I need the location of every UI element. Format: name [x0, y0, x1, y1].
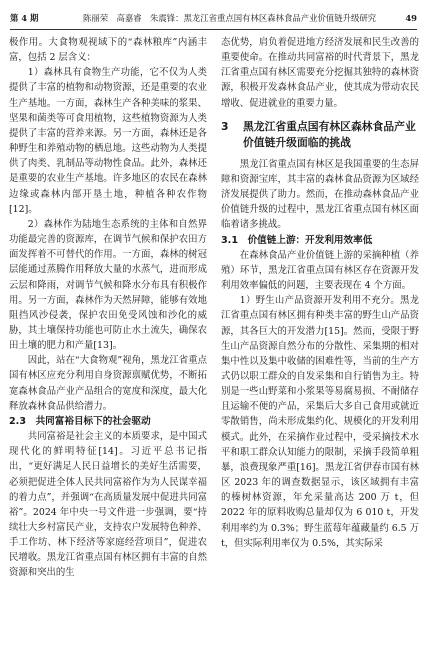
running-header — [10, 10, 417, 26]
body-paragraph: 态优势，肩负着促进地方经济发展和民生改善的重要使命。在推动共同富裕的时代背景下，黑龙江省重点国有林区需要充分挖掘其独特的森林资源，积极开发森林食品产业，使其成为带动农民增收、促进就业的重要力量。 — [221, 37, 419, 109]
section-number: 3 — [221, 119, 229, 133]
running-title: 陈丽荣 高嘉睿 朱震锋：黑龙江省重点国有林区森林食品产业价值链升级研究 — [83, 13, 377, 23]
left-column — [9, 35, 207, 581]
issue-label: 第 4 期 — [10, 13, 39, 23]
page-number: 49 — [405, 13, 417, 23]
subsection-heading: 2.3 共同富裕目标下的社会驱动 — [9, 415, 151, 427]
body-paragraph: 共同富裕是社会主义的本质要求，是中国式现代化的鲜明特征[14]。习近平总书记指出，“更好满足人民日益增长的美好生活需要，必须把促进全体人民共同富裕作为为人民谋幸福的着力点”，并强调“在高质量发展中促进共同富裕”。2024 年中央一号文件进一步强调，要“持续壮大乡村富民产业，支持农户发展特色种养、手工作坊、林下经济等家庭经营项目”，促进农民增收。黑龙江省重点国有林区拥有丰富的自然资源和突出的生 — [9, 431, 207, 579]
body-paragraph: 黑龙江省重点国有林区是我国重要的生态屏障和资源宝库，其丰富的森林食品资源为区域经济发展提供了助力。然而，在推动森林食品产业价值链升级的过程中，黑龙江省重点国有林区面临着诸多挑战。 — [221, 158, 419, 231]
section-title: 黑龙江省重点国有林区森林食品产业价值链升级面临的挑战 — [243, 119, 416, 149]
body-paragraph: 2）森林作为陆地生态系统的主体和自然界功能最完善的资源库，在调节气候和保护农田方面发挥着不可替代的作用。一方面，森林的树冠层能通过蒸腾作用释放大量的水蒸气，进而形成云层和降雨，对调节气候和降水分布具有积极作用。另一方面，森林作为天然屏障，能够有效地阻挡风沙侵袭，保护农田免受风蚀和沙化的威胁，其土壤保持功能也可防止水土流失，确保农田土壤的肥力和产量[13]。 — [9, 218, 207, 352]
body-paragraph: 在森林食品产业价值链上游的采摘种植（养殖）环节，黑龙江省重点国有林区存在资源开发利用效率偏低的问题，主要表现在 4 个方面。 — [221, 249, 419, 292]
body-paragraph: 1）森林具有食物生产功能，它不仅为人类提供了丰富的植物和动物资源，还是重要的农业生产基地。一方面，森林生产各种美味的浆果、坚果和菌类等可食用植物，这些植物资源为人类提供了丰富的营养来源。另一方面，森林还是各种野生和养殖动物的栖息地。这些动物为人类提供了肉类、乳制品等动物性食品。此外，森林还是重要的农业生产基地。许多地区的农民在森林边缘或森林内部开垦土地，种植各种农作物[12]。 — [9, 67, 207, 215]
header-rule — [10, 29, 417, 30]
subsection-heading: 3.1 价值链上游：开发利用效率低 — [221, 234, 373, 246]
body-paragraph: 1）野生山产品资源开发利用不充分。黑龙江省重点国有林区拥有种类丰富的野生山产品资源，其各巨大的开发潜力[15]。然而，受限于野生山产品资源自然分布的分散性、采集期的相对集中性以及集中收储的困难性等，当前的生产方式仍以职工群众的自发采集和自行销售为主。特别是一些山野菜和小浆果等易腐易损、不耐储存且运输不便的产品，采集后大多自己食用或就近零散销售，尚未形成集约化、规模化的开发利用模式。此外，在采摘作业过程中，受采摘技术水平和职工群众认知能力的限制，采摘手段简单粗暴，浪费现象严重[16]。黑龙江省伊春市国有林区 2023 年的调查数据显示，该区域拥有丰富的榛树林资源，年允采量高达 200 万 t，但 2022 年的原料收购总量却仅为 6 010 t，开发利用率约为 0.3%；野生蓝莓年蕴藏量约 6.5 万 t，但实际利用率仅为 0.5%，其实际采 — [221, 295, 419, 549]
section-heading — [221, 119, 419, 151]
body-paragraph: 因此，站在“大食物观”视角，黑龙江省重点国有林区应充分利用自身资源禀赋优势，不断拓宽森林食品产业产品组合的宽度和深度，最大化释放森林食品供给潜力。 — [9, 355, 207, 412]
right-column — [221, 35, 419, 551]
body-paragraph: 极作用。大食物观视域下的“森林粮库”内涵丰富，包括 2 层含义： — [9, 37, 207, 64]
